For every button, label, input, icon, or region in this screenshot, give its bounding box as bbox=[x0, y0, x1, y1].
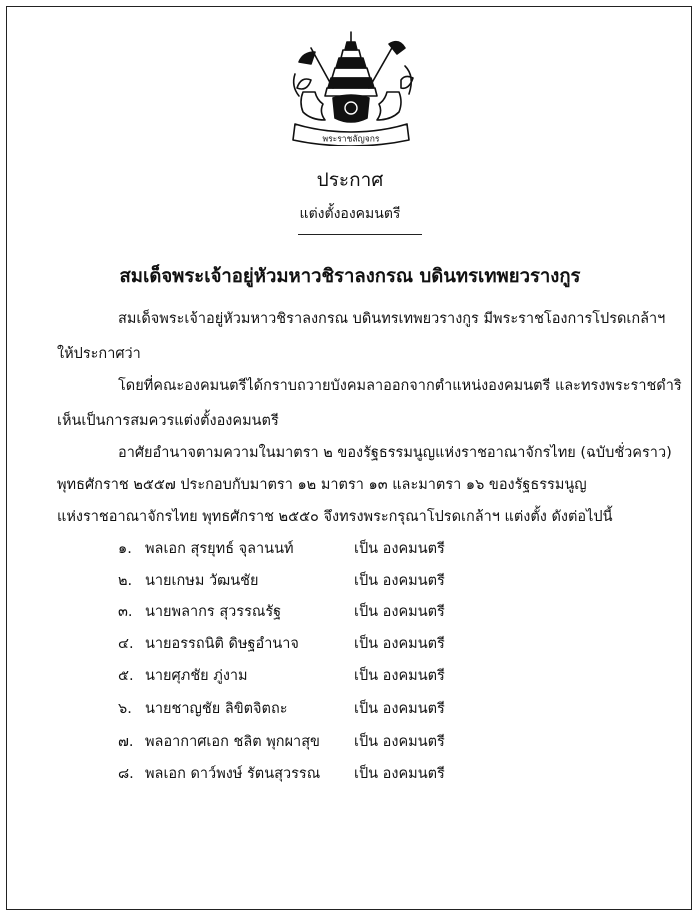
appointee-position: เป็น องคมนตรี bbox=[354, 604, 445, 620]
king-heading: สมเด็จพระเจ้าอยู่หัวมหาวชิราลงกรณ บดินทรเทพยวรางกูร bbox=[119, 266, 581, 287]
paragraph-2-line-1: โดยที่คณะองคมนตรีได้กราบถวายบังคมลาออกจากตำแหน่งองคมนตรี และทรงพระราชดำริ bbox=[118, 378, 682, 394]
paragraph-1-line-1: สมเด็จพระเจ้าอยู่หัวมหาวชิราลงกรณ บดินทรเทพยวรางกูร มีพระราชโองการโปรดเกล้าฯ bbox=[118, 311, 666, 327]
appointee-name: นายชาญชัย ลิขิตจิตถะ bbox=[145, 701, 288, 717]
appointee-position: เป็น องคมนตรี bbox=[354, 636, 445, 652]
appointee-number: ๒. bbox=[118, 573, 133, 589]
appointee-name: นายพลากร สุวรรณรัฐ bbox=[145, 604, 282, 620]
appointee-name: พลเอก ดาว์พงษ์ รัตนสุวรรณ bbox=[145, 766, 321, 782]
appointee-number: ๓. bbox=[118, 604, 133, 620]
paragraph-3-line-1: อาศัยอำนาจตามความในมาตรา ๒ ของรัฐธรรมนูญแห่งราชอาณาจักรไทย (ฉบับชั่วคราว) bbox=[118, 445, 672, 461]
page-subtitle: แต่งตั้งองคมนตรี bbox=[299, 206, 401, 222]
appointee-position: เป็น องคมนตรี bbox=[354, 766, 445, 782]
appointee-position: เป็น องคมนตรี bbox=[354, 701, 445, 717]
paragraph-1-line-2: ให้ประกาศว่า bbox=[57, 346, 141, 362]
appointee-name: นายศุภชัย ภู่งาม bbox=[145, 668, 248, 684]
appointee-name: นายอรรถนิติ ดิษฐอำนาจ bbox=[145, 636, 299, 652]
seal-ribbon-text: พระราชลัญจกร bbox=[322, 134, 380, 145]
paragraph-3-line-2: พุทธศักราช ๒๕๕๗ ประกอบกับมาตรา ๑๒ มาตรา ๑๓ และมาตรา ๑๖ ของรัฐธรรมนูญ bbox=[57, 477, 587, 493]
appointee-name: พลอากาศเอก ชลิต พุกผาสุข bbox=[145, 734, 320, 750]
appointee-name: นายเกษม วัฒนชัย bbox=[145, 573, 259, 589]
appointee-number: ๗. bbox=[118, 734, 134, 750]
appointee-position: เป็น องคมนตรี bbox=[354, 734, 445, 750]
appointee-number: ๔. bbox=[118, 636, 134, 652]
title-divider bbox=[298, 234, 422, 235]
appointee-number: ๘. bbox=[118, 766, 134, 782]
appointee-position: เป็น องคมนตรี bbox=[354, 573, 445, 589]
appointee-name: พลเอก สุรยุทธ์ จุลานนท์ bbox=[145, 541, 294, 557]
appointee-position: เป็น องคมนตรี bbox=[354, 541, 445, 557]
appointee-number: ๖. bbox=[118, 701, 132, 717]
appointee-position: เป็น องคมนตรี bbox=[354, 668, 445, 684]
paragraph-2-line-2: เห็นเป็นการสมควรแต่งตั้งองคมนตรี bbox=[57, 413, 279, 429]
appointee-number: ๑. bbox=[118, 541, 132, 557]
page-title: ประกาศ bbox=[316, 169, 384, 191]
paragraph-3-line-3: แห่งราชอาณาจักรไทย พุทธศักราช ๒๕๕๐ จึงทรงพระกรุณาโปรดเกล้าฯ แต่งตั้ง ดังต่อไปนี้ bbox=[57, 509, 613, 525]
appointee-number: ๕. bbox=[118, 668, 134, 684]
royal-seal-icon bbox=[281, 28, 421, 146]
